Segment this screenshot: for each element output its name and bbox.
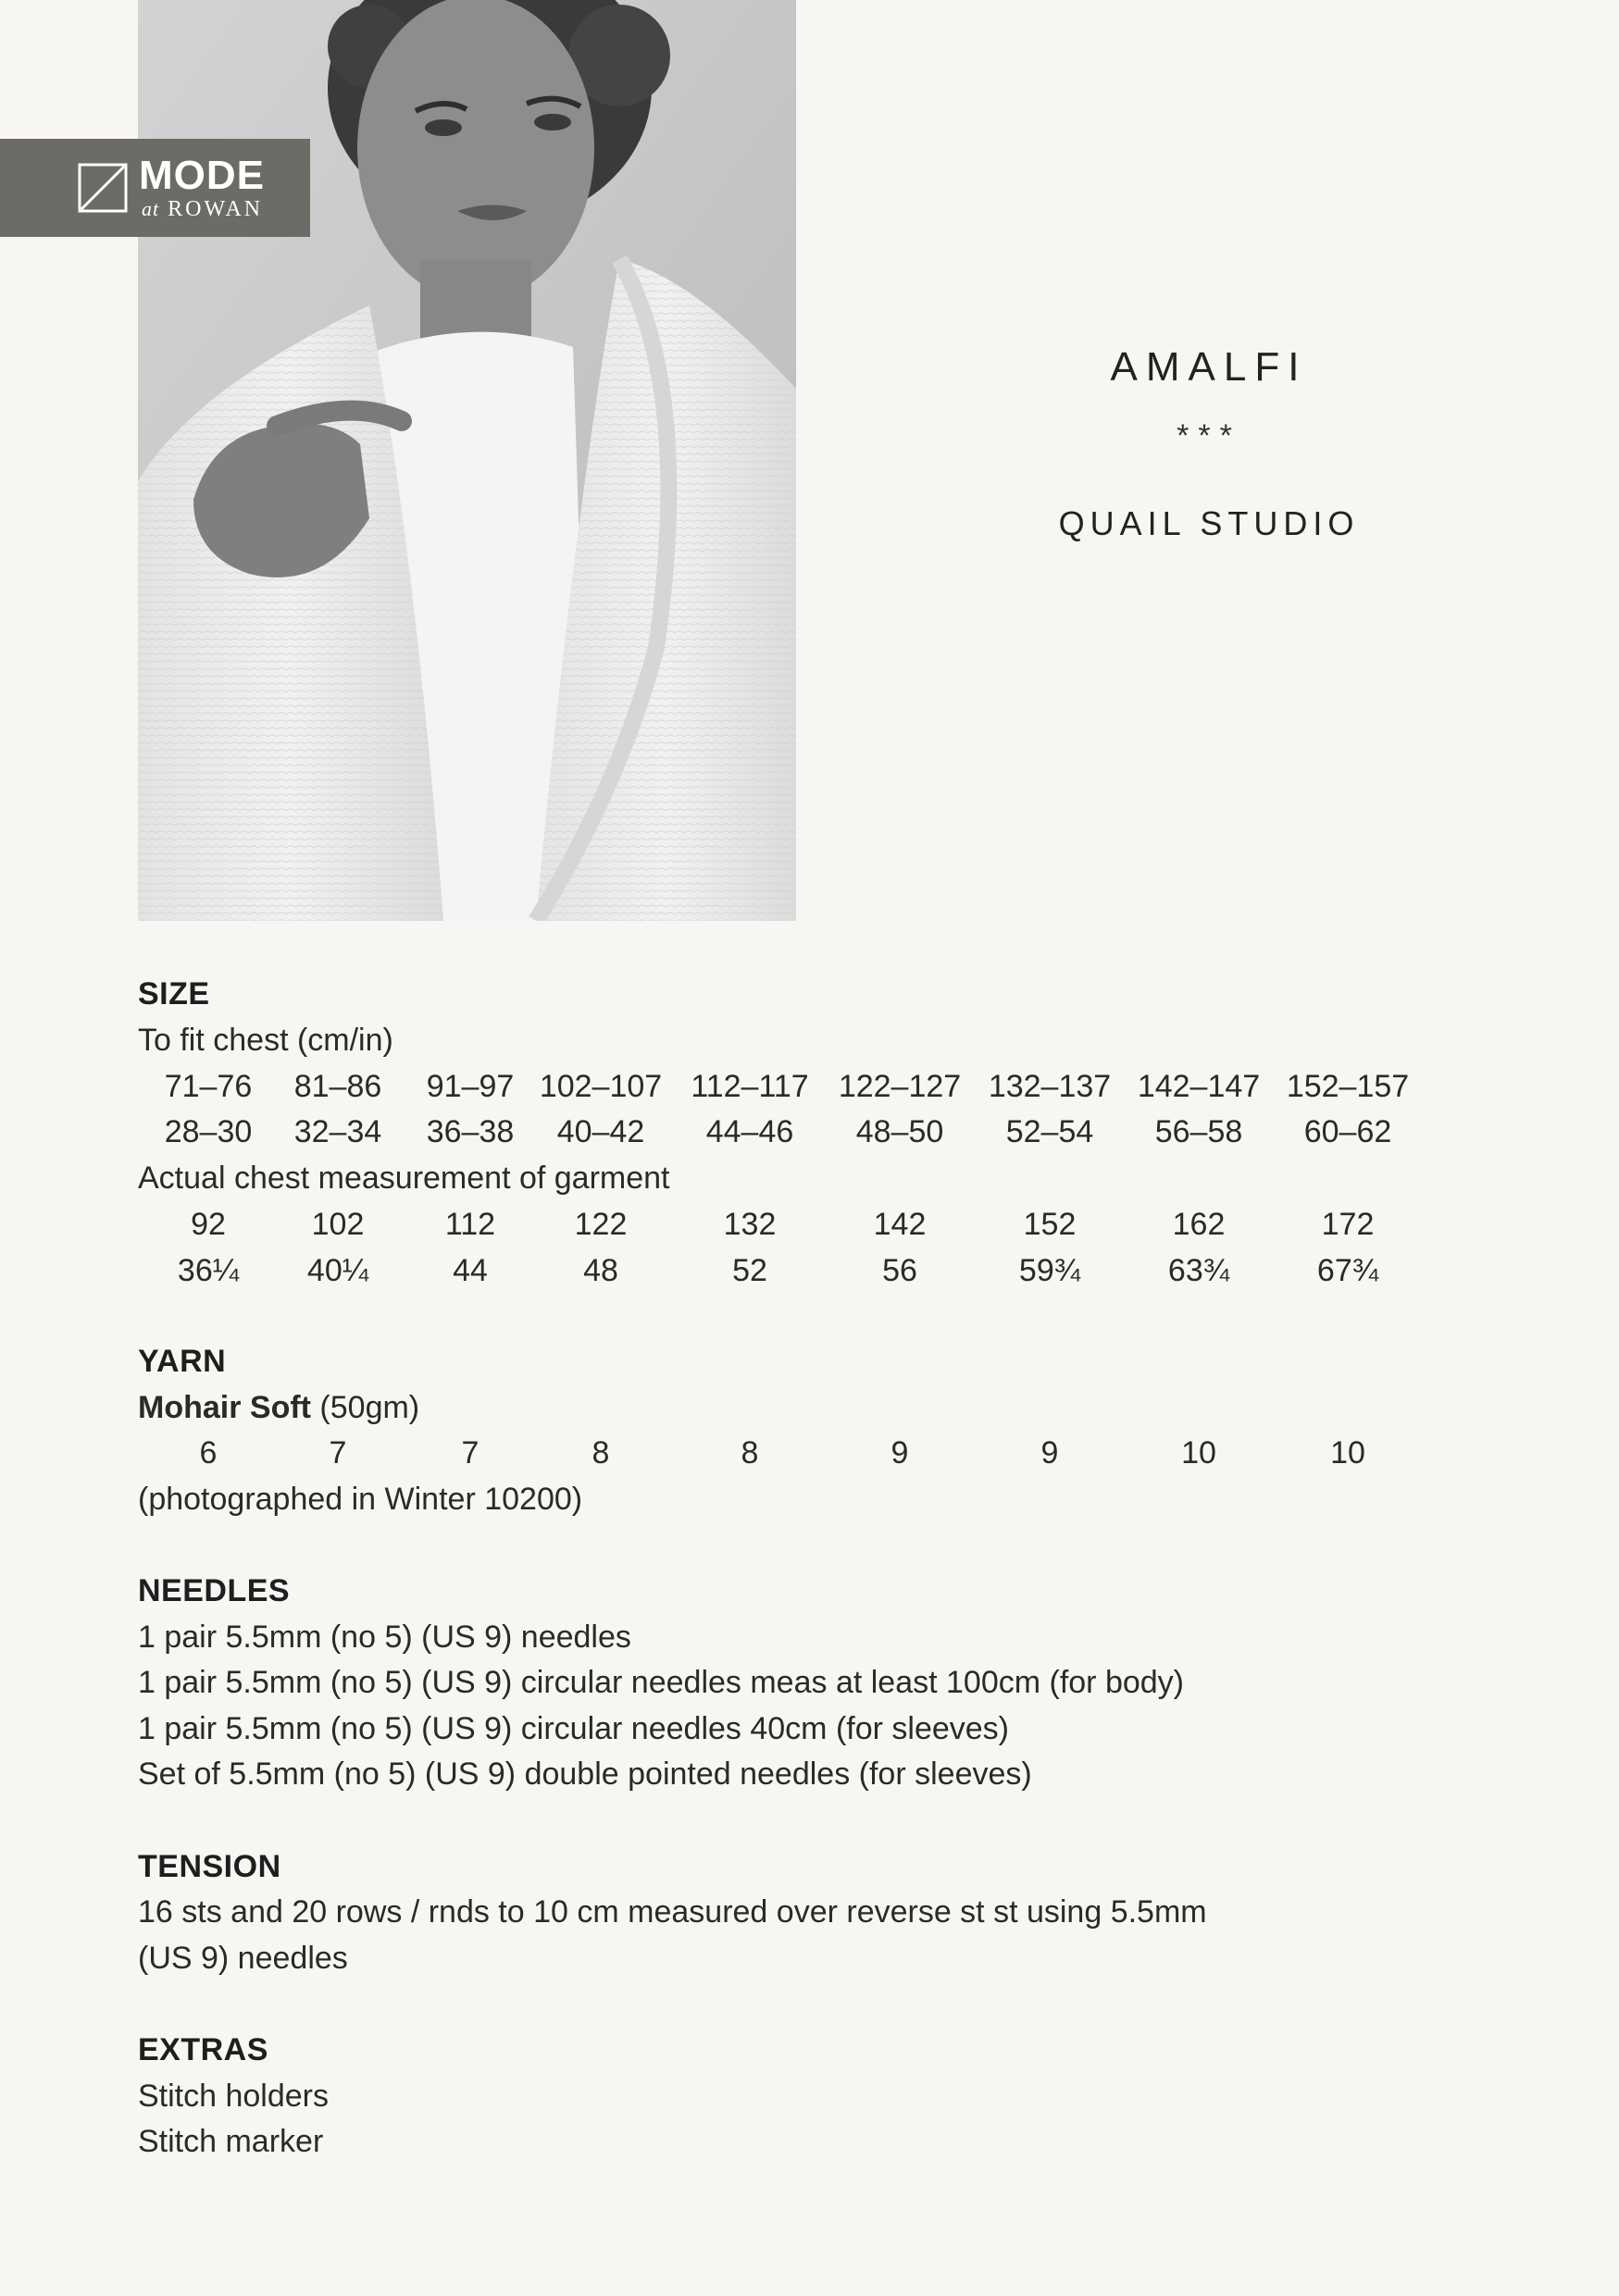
actual-chest-label: Actual chest measurement of garment (138, 1160, 670, 1196)
needle-item: Set of 5.5mm (no 5) (US 9) double pointed needles (for sleeves) (138, 1756, 1032, 1792)
size-column-value: 142 (873, 1207, 927, 1242)
size-column-value: 162 (1172, 1207, 1226, 1242)
size-column-value: 102 (311, 1207, 365, 1242)
size-column-value: 112 (444, 1207, 496, 1242)
logo-sub-name: ROWAN (168, 197, 264, 221)
size-column-value: 91–97 (426, 1069, 515, 1104)
title-stars: *** (1177, 418, 1241, 453)
fit-chest-label: To fit chest (cm/in) (138, 1023, 393, 1058)
size-column-value: 52–54 (1005, 1114, 1094, 1149)
needles-heading: NEEDLES (138, 1573, 291, 1608)
yarn-weight: (50gm) (310, 1390, 420, 1425)
size-column-value: 52 (732, 1253, 767, 1288)
size-column-value: 44 (453, 1253, 488, 1288)
size-column-value: 32–34 (293, 1114, 382, 1149)
size-column-value: 7 (329, 1435, 347, 1471)
size-column-value: 40¼ (306, 1253, 369, 1288)
size-column-value: 6 (199, 1435, 218, 1471)
size-column-value: 56 (882, 1253, 917, 1288)
logo-sub-at: at (142, 197, 160, 220)
pattern-title: AMALFI (1110, 344, 1308, 390)
size-column-value: 81–86 (293, 1069, 382, 1104)
logo-sub (142, 197, 263, 221)
size-column-value: 63¾ (1167, 1253, 1230, 1288)
size-column-value: 48–50 (855, 1114, 944, 1149)
size-column-value: 36–38 (426, 1114, 515, 1149)
size-column-value: 40–42 (556, 1114, 645, 1149)
size-column-value: 60–62 (1303, 1114, 1392, 1149)
tension-line: (US 9) needles (138, 1941, 348, 1976)
fit-cm-row (0, 1069, 1619, 1106)
fit-in-row (0, 1114, 1619, 1151)
size-column-value: 48 (583, 1253, 618, 1288)
size-column-value: 142–147 (1137, 1069, 1261, 1104)
size-column-value: 112–117 (691, 1069, 809, 1104)
logo-brand: MODE (139, 153, 265, 198)
extras-item: Stitch marker (138, 2124, 324, 2159)
yarn-note: (photographed in Winter 10200) (138, 1482, 583, 1517)
mode-at-rowan-logo (0, 139, 310, 237)
yarn-name: Mohair Soft (138, 1390, 311, 1425)
needle-item: 1 pair 5.5mm (no 5) (US 9) circular needles 40cm (for sleeves) (138, 1711, 1009, 1746)
size-column-value: 132–137 (988, 1069, 1112, 1104)
size-column-value: 122 (574, 1207, 628, 1242)
size-column-value: 122–127 (838, 1069, 962, 1104)
size-column-value: 28–30 (164, 1114, 253, 1149)
size-column-value: 102–107 (539, 1069, 663, 1104)
size-column-value: 8 (592, 1435, 610, 1471)
size-column-value: 59¾ (1018, 1253, 1081, 1288)
size-column-value: 44–46 (705, 1114, 794, 1149)
size-column-value: 92 (191, 1207, 226, 1242)
size-column-value: 67¾ (1316, 1253, 1379, 1288)
actual-in-row (0, 1253, 1619, 1290)
designer-name: QUAIL STUDIO (1058, 504, 1360, 542)
size-column-value: 9 (1040, 1435, 1059, 1471)
size-column-value: 152–157 (1286, 1069, 1410, 1104)
tension-heading: TENSION (138, 1849, 281, 1884)
size-column-value: 56–58 (1154, 1114, 1243, 1149)
size-column-value: 172 (1321, 1207, 1375, 1242)
size-column-value: 132 (723, 1207, 777, 1242)
extras-heading: EXTRAS (138, 2032, 268, 2067)
actual-cm-row (0, 1207, 1619, 1244)
yarn-quantity-row (0, 1435, 1619, 1472)
size-column-value: 9 (890, 1435, 909, 1471)
extras-item: Stitch holders (138, 2079, 329, 2114)
needle-item: 1 pair 5.5mm (no 5) (US 9) needles (138, 1620, 631, 1655)
logo-mark-icon (78, 163, 128, 213)
needle-item: 1 pair 5.5mm (no 5) (US 9) circular needles meas at least 100cm (for body) (138, 1665, 1185, 1700)
size-column-value: 10 (1330, 1435, 1365, 1471)
size-column-value: 71–76 (164, 1069, 253, 1104)
yarn-name-line (138, 1390, 419, 1426)
size-column-value: 8 (741, 1435, 759, 1471)
tension-line: 16 sts and 20 rows / rnds to 10 cm measured over reverse st st using 5.5mm (138, 1894, 1207, 1930)
size-column-value: 7 (461, 1435, 479, 1471)
yarn-heading: YARN (138, 1344, 227, 1379)
size-column-value: 152 (1023, 1207, 1077, 1242)
size-column-value: 36¼ (177, 1253, 240, 1288)
size-heading: SIZE (138, 976, 210, 1011)
size-column-value: 10 (1181, 1435, 1216, 1471)
